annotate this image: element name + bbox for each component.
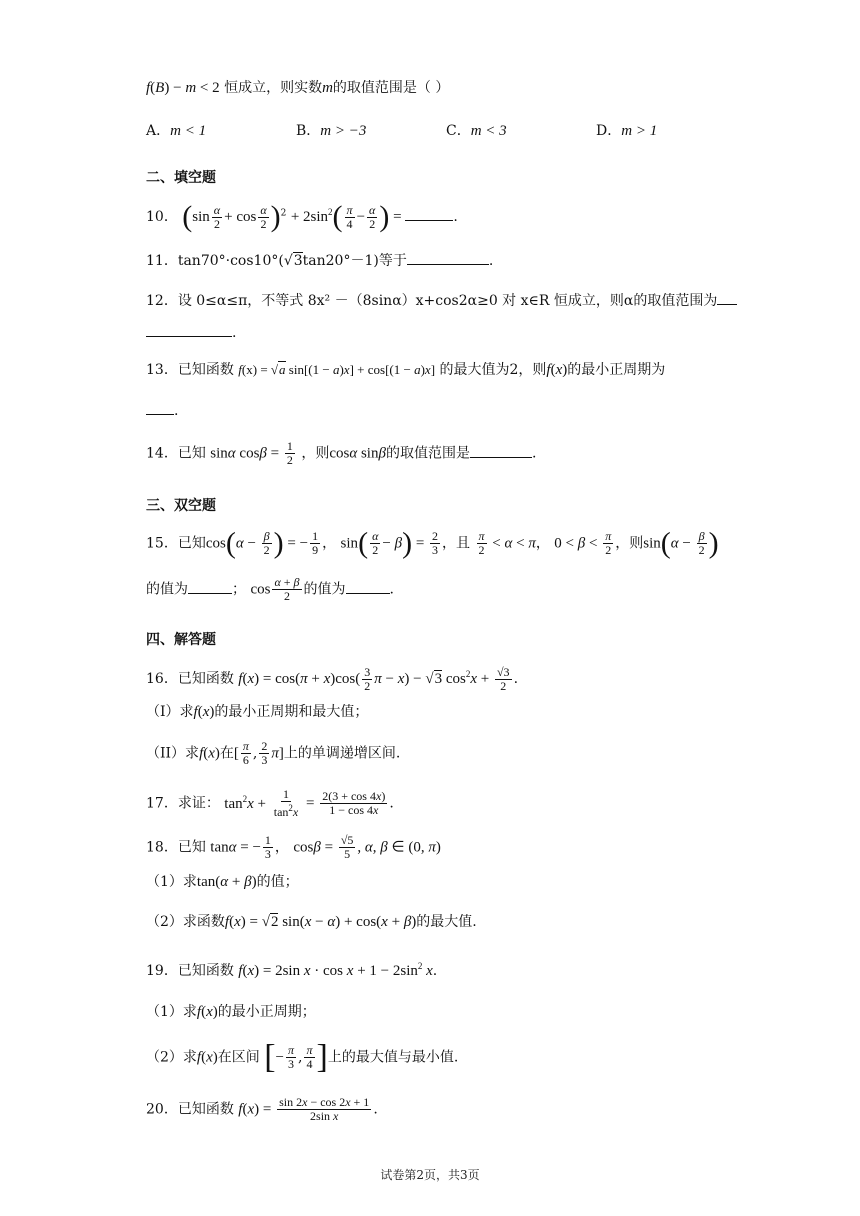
question-18-part2: （2）求函数f(x) = √2 sin(x − α) + cos(x + β)的最大值. (146, 914, 477, 930)
question-18: 18．已知 tanα = − $\frac{1}{3}$ ， cosβ = $\frac{√5}{5}$ , α, β ∈ (0, π) (146, 833, 441, 861)
question-16-part2: （II）求f(x)在[ $\frac{\pi}{6}$ , $\frac{2}{3}$ π]上的单调递增区间. (146, 739, 401, 767)
question-18-part1: （1）求tan(α + β)的值； (146, 874, 299, 890)
option-b: B．m > −3 (296, 123, 367, 139)
question-14: 14．已知 sinα cosβ = $\frac{1}{2}$ ，则cosα sinβ的取值范围是 . (146, 439, 537, 467)
option-a: A．m < 1 (146, 123, 207, 139)
question-12-blank: . (146, 322, 820, 343)
question-19-part1: （1）求f(x)的最小正周期； (146, 1004, 316, 1020)
question-16: 16．已知函数 f(x) = cos(π + x)cos( $\frac{3}{2}$ π − x) − √3 $\cos^2x$ + $\frac{√3}{2}$ . (146, 664, 519, 693)
question-10: 10． (sin $\frac{\alpha}{2}$ + cos $\frac{\alpha}{2}$ )$^2 + 2\sin^2$( $\frac{\pi}{4}$ − $\frac{\alpha}{2}$ ) = . (146, 200, 458, 233)
question-11: 11．tan70°·cos10°(√3tan20°－1)等于 . (146, 250, 820, 271)
question-19: 19．已知函数 f(x) = 2sin $x \cdot \cos x + 1 - 2\sin^2$ x. (146, 961, 438, 979)
question-15-line2: 的值为 ； cos $\frac{\alpha + \beta}{2}$ 的值为 . (146, 575, 394, 603)
option-c: C．m < 3 (446, 123, 507, 139)
question-13-blank: . (146, 400, 820, 421)
q9-prefix: 恒成立，则实数 (224, 80, 323, 96)
q9-suffix: 的取值范围是（ ） (332, 80, 450, 96)
section-double-title: 三、双空题 (146, 498, 216, 514)
question-9-tail: f(B) − m < 2 恒成立，则实数m的取值范围是（ ） (146, 80, 450, 96)
question-20: 20．已知函数 f(x) = $\frac{\sin 2x - \cos 2x + 1}{\text{2sin x}}$ . (146, 1095, 378, 1123)
page-footer: 试卷第2页，共3页 (380, 1168, 480, 1182)
option-d: D．m > 1 (596, 123, 658, 139)
section-fill-title: 二、填空题 (146, 170, 216, 186)
section-solve-title: 四、解答题 (146, 632, 216, 648)
question-15: 15．已知cos(α − $\frac{\beta}{2}$ ) = − $\frac{1}{9}$ ， sin( $\frac{\alpha}{2}$ − β) = $\frac{2}{3}$ ，且 $\frac{\pi}{2}$ < α < π， 0 < β < $\frac{\pi}{2}$ ，则sin(α − $\frac{\beta}{2}$ ) (146, 526, 719, 560)
question-16-part1: （I）求f(x)的最小正周期和最大值； (146, 704, 369, 720)
question-13: 13．已知函数 f(x) = √a sin[(1 − a)x] + cos[(1 − a)x] 的最大值为2，则f(x)的最小正周期为 (146, 362, 666, 378)
question-19-part2: （2）求f(x)在区间 [− $\frac{\pi}{3}$ , $\frac{\pi}{4}$ ]上的最大值与最小值. (146, 1038, 459, 1076)
question-12: 12．设 0≤α≤π，不等式 8x² －（8sinα）x+cos2α≥0 对 x∈R 恒成立，则α的取值范围为 (146, 290, 820, 311)
question-17: 17．求证： $\tan^2x$ + $\frac{1}{\tan^2x}$ = $\frac{2(3 + \cos 4x)}{1 - \cos 4x}$ . (146, 787, 394, 819)
